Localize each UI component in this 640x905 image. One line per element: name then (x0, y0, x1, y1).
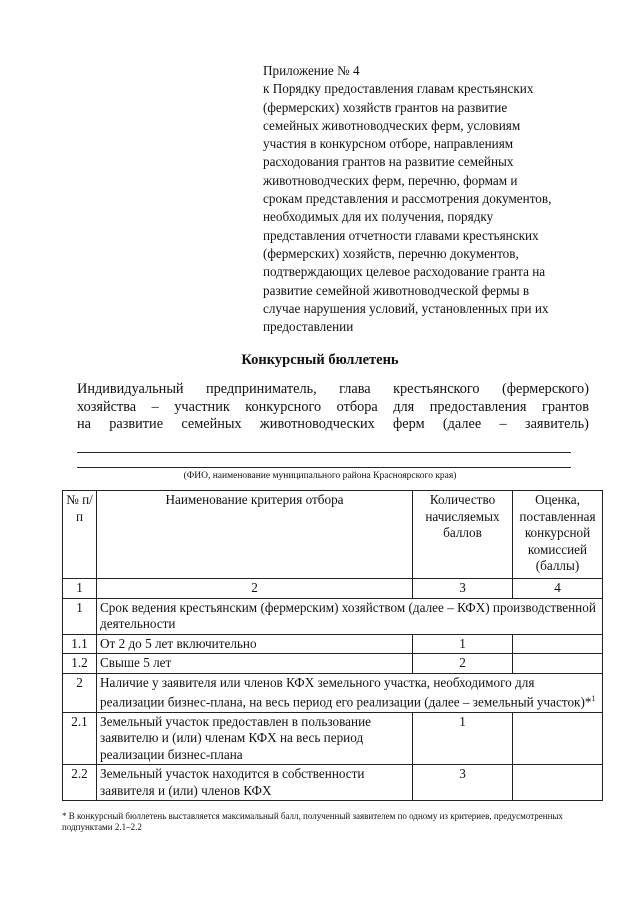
intro-word: (далее (442, 416, 482, 432)
index-cell: 3 (413, 579, 513, 599)
criterion-text: Наличие у заявителя или членов КФХ земельного участка, необходимого для реализации бизнес-плана, на весь период его реализации (далее – земельный участок)* (100, 674, 592, 710)
table-row (63, 765, 603, 801)
intro-word: Индивидуальный (77, 381, 184, 397)
row-score (513, 654, 603, 674)
intro-word: семейных (181, 416, 242, 432)
table-row (63, 712, 603, 765)
fill-in-line (77, 452, 571, 453)
fill-in-line (77, 467, 571, 468)
row-criterion (97, 673, 603, 712)
fill-in-caption: (ФИО, наименование муниципального района Красноярского края) (183, 471, 457, 481)
table-row (63, 654, 603, 674)
intro-word: конкурсного (245, 398, 322, 415)
index-cell: 1 (63, 579, 97, 599)
table-header-row (63, 491, 603, 579)
intro-word: хозяйства (77, 398, 137, 415)
row-points: 3 (413, 765, 513, 801)
intro-word: глава (339, 381, 371, 397)
appendix-line: (фермерских) хозяйств грантов на развитие (263, 99, 508, 115)
table-row (63, 673, 603, 712)
intro-word: животноводческих (259, 416, 375, 432)
criterion-text: От 2 до 5 лет включительно (100, 635, 257, 651)
intro-word: заявитель) (524, 416, 589, 432)
intro-word: участник (174, 398, 230, 415)
table-row (63, 634, 603, 654)
intro-word: – (499, 416, 507, 432)
row-criterion (97, 765, 413, 801)
row-criterion (97, 712, 413, 765)
appendix-line: необходимых для их получения, порядку (263, 209, 494, 225)
appendix-line: животноводческих ферм, перечню, формам и (263, 172, 518, 188)
intro-word: – (151, 398, 159, 415)
row-points: 2 (413, 654, 513, 674)
header-points: Количество начисляемых баллов (413, 491, 513, 579)
appendix-line: семейных животноводческих ферм, условиям (263, 117, 521, 133)
row-score (513, 634, 603, 654)
header-score: Оценка, поставленная конкурсной комиссией (баллы) (513, 491, 603, 579)
row-number: 2.2 (63, 765, 97, 801)
footnote-marker: 1 (591, 694, 596, 703)
row-points: 1 (413, 634, 513, 654)
row-criterion (97, 634, 413, 654)
intro-word: грантов (542, 398, 589, 415)
intro-word: ферм (393, 416, 425, 432)
appendix-line: расходования грантов на развитие семейных (263, 154, 514, 170)
intro-word: предприниматель, (205, 381, 317, 397)
index-cell: 2 (97, 579, 413, 599)
footnote: * В конкурсный бюллетень выставляется максимальный балл, полученный заявителем по одному из критериев, предусмотренных подпунктами 2.1–2.2 (62, 811, 563, 832)
row-number: 2.1 (63, 712, 97, 765)
appendix-line: подтверждающих целевое расходование гранта на (263, 264, 546, 280)
index-cell: 4 (513, 579, 603, 599)
row-score (513, 765, 603, 801)
appendix-line: Приложение № 4 (263, 63, 360, 78)
row-number: 2 (63, 673, 97, 712)
intro-line-2 (77, 399, 589, 417)
intro-paragraph (77, 381, 589, 434)
intro-word: предоставления (429, 398, 527, 415)
appendix-line: случае нарушения условий, установленных при их (263, 300, 549, 316)
appendix-block (263, 62, 623, 336)
criterion-text: Срок ведения крестьянским (фермерским) хозяйством (далее – КФХ) производственной деятельности (100, 599, 596, 631)
intro-word: для (393, 398, 415, 415)
row-number: 1.2 (63, 654, 97, 674)
appendix-line: участия в конкурсном отборе, направлениям (263, 136, 514, 152)
row-criterion (97, 654, 413, 674)
table-index-row (63, 579, 603, 599)
table-row (63, 598, 603, 634)
appendix-line: срокам представления и рассмотрения документов, (263, 191, 552, 207)
criterion-text: Земельный участок предоставлен в пользование заявителю и (или) членам КФХ на весь период реализации бизнес-плана (100, 713, 371, 762)
header-name: Наименование критерия отбора (97, 491, 413, 579)
intro-line-3 (77, 416, 589, 434)
document-title: Конкурсный бюллетень (241, 352, 399, 368)
intro-line-1 (77, 381, 589, 399)
intro-word: на (77, 416, 91, 432)
intro-word: крестьянского (393, 381, 480, 397)
appendix-line: к Порядку предоставления главам крестьянских (263, 81, 534, 97)
row-number: 1 (63, 598, 97, 634)
appendix-line: представления отчетности главами крестьянских (263, 227, 539, 243)
row-points: 1 (413, 712, 513, 765)
criteria-table (62, 490, 603, 801)
appendix-line: развитие семейной животноводческой фермы в (263, 282, 530, 298)
row-number: 1.1 (63, 634, 97, 654)
criterion-text: Свыше 5 лет (100, 655, 172, 670)
intro-word: отбора (336, 398, 378, 415)
intro-word: (фермерского) (501, 381, 589, 397)
row-criterion (97, 598, 603, 634)
appendix-line: (фермерских) хозяйств, перечню документов, (263, 245, 519, 261)
header-num: № п/п (63, 491, 97, 579)
appendix-line: предоставлении (263, 319, 354, 335)
row-score (513, 712, 603, 765)
intro-word: развитие (109, 416, 164, 432)
criterion-text: Земельный участок находится в собственности заявителя и (или) членов КФХ (100, 766, 365, 798)
